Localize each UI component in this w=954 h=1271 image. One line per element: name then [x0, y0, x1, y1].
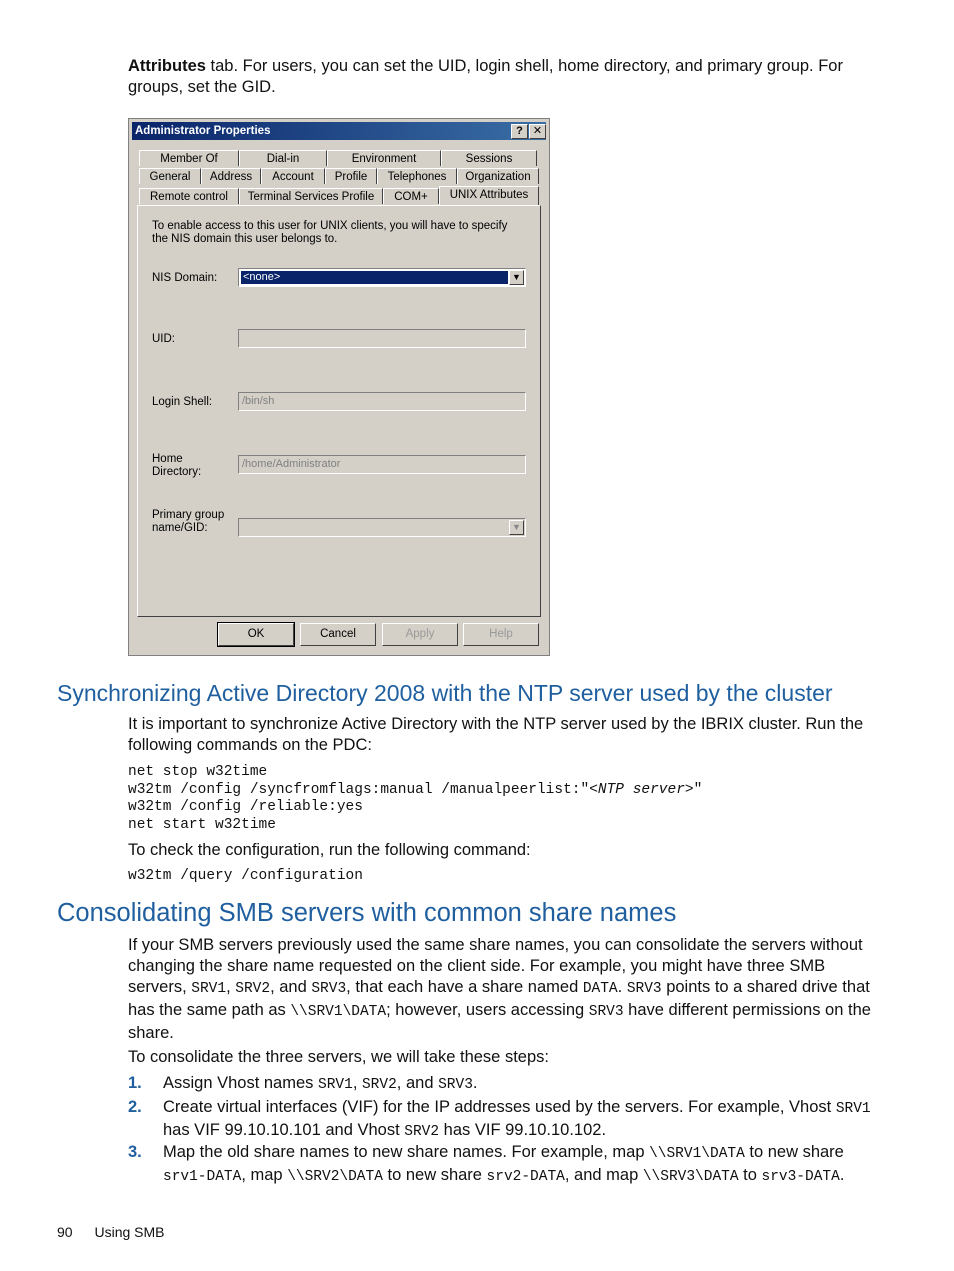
srv3-code: SRV3 [626, 981, 662, 997]
share-name-code: srv2-DATA [486, 1169, 565, 1185]
share-path-code: \\SRV3\DATA [642, 1169, 739, 1185]
unix-attributes-panel [137, 205, 541, 617]
login-shell-label: Login Shell: [152, 396, 213, 408]
srv1-code: SRV1 [835, 1101, 871, 1117]
srv2-code: SRV2 [404, 1124, 440, 1140]
tab-general[interactable]: General [139, 168, 201, 184]
smb-text: have different permissions on the share. [128, 1001, 871, 1042]
ok-button[interactable]: OK [218, 623, 294, 646]
tab-sessions[interactable]: Sessions [441, 150, 537, 166]
smb-paragraph [128, 935, 876, 1044]
step-text-part: to new share [382, 1166, 487, 1184]
section-heading-smb: Consolidating SMB servers with common share names [57, 899, 677, 927]
step-text-part: Create virtual interfaces (VIF) for the IP addresses used by the servers. For example, Vhost [163, 1098, 836, 1116]
srv1-code: SRV1 [318, 1077, 353, 1093]
apply-button[interactable]: Apply [382, 623, 458, 646]
srv3-code: SRV3 [588, 1004, 624, 1020]
ntp-server-placeholder: <NTP server> [589, 781, 694, 798]
tab-row-3 [137, 186, 541, 205]
tab-environment[interactable]: Environment [327, 150, 441, 166]
tab-profile[interactable]: Profile [325, 168, 377, 184]
data-code: DATA [582, 981, 618, 997]
tab-address[interactable]: Address [201, 168, 261, 184]
dialog-title-bar [132, 122, 546, 140]
footer-section: Using SMB [94, 1224, 165, 1240]
cancel-button[interactable]: Cancel [300, 623, 376, 646]
tab-terminal-services-profile[interactable]: Terminal Services Profile [239, 188, 383, 204]
code-line-2-end: " [693, 781, 703, 798]
uid-field[interactable] [238, 329, 526, 348]
steps-list [128, 1073, 878, 1213]
help-title-button[interactable]: ? [511, 124, 528, 139]
smb-text: , that each have a share named [346, 978, 583, 996]
chevron-down-icon[interactable]: ▼ [509, 270, 524, 285]
step-text-part: has VIF 99.10.10.101 and Vhost [163, 1121, 405, 1139]
smb-text: ; however, users accessing [386, 1001, 589, 1019]
step-text-part: , and [396, 1074, 439, 1092]
tab-com-plus[interactable]: COM+ [383, 188, 439, 204]
page-footer [57, 1224, 165, 1240]
panel-description: To enable access to this user for UNIX clients, you will have to specify the NIS domain this user belongs to. [152, 220, 508, 245]
tab-remote-control[interactable]: Remote control [139, 188, 239, 204]
share-path-code: \\SRV2\DATA [287, 1169, 383, 1185]
step-text-part: to [738, 1166, 762, 1184]
step-text-part: Map the old share names to new share names. For example, map [163, 1143, 650, 1161]
tab-unix-attributes[interactable]: UNIX Attributes [439, 186, 539, 205]
close-title-button[interactable]: ✕ [529, 124, 546, 139]
home-directory-field[interactable]: /home/Administrator [238, 455, 526, 474]
tab-row-2 [139, 168, 539, 184]
step-text [163, 1142, 875, 1188]
page-number: 90 [57, 1224, 73, 1240]
primary-group-select[interactable] [238, 518, 526, 537]
nis-domain-value: <none> [241, 271, 508, 284]
tab-dial-in[interactable]: Dial-in [239, 150, 327, 166]
share-path-code: \\SRV1\DATA [649, 1146, 745, 1162]
srv3-code: SRV3 [311, 981, 347, 997]
nis-domain-label: NIS Domain: [152, 272, 218, 284]
srv2-code: SRV2 [361, 1077, 397, 1093]
smb-text: , [226, 978, 236, 996]
query-code-block: w32tm /query /configuration [128, 868, 363, 884]
step-text-part: . [839, 1166, 845, 1184]
code-line-1: net stop w32time [128, 764, 268, 780]
step-text [163, 1097, 875, 1143]
smb-text: points to a shared drive that has the same path as [128, 978, 870, 1019]
path-code: \\SRV1\DATA [290, 1004, 387, 1020]
code-line-2: w32tm /config /syncfromflags:manual /manualpeerlist:" [128, 781, 590, 798]
code-line-4: net start w32time [128, 816, 276, 833]
help-button[interactable]: Help [463, 623, 539, 646]
chevron-down-icon[interactable]: ▼ [509, 520, 524, 535]
step-text-part: . [472, 1074, 478, 1092]
tab-account[interactable]: Account [261, 168, 325, 184]
share-name-code: srv3-DATA [761, 1169, 840, 1185]
srv3-code: SRV3 [438, 1077, 473, 1093]
srv2-code: SRV2 [235, 981, 271, 997]
attributes-term: Attributes [128, 57, 206, 75]
step-text-part: , [352, 1074, 362, 1092]
steps-intro: To consolidate the three servers, we will take these steps: [128, 1048, 549, 1066]
home-directory-label: Home Directory: [152, 453, 202, 478]
administrator-properties-dialog [128, 118, 550, 656]
smb-text: . [617, 978, 627, 996]
code-line-3: w32tm /config /reliable:yes [128, 799, 363, 815]
intro-paragraph [128, 56, 873, 98]
smb-text: , and [270, 978, 312, 996]
smb-text: If your SMB servers previously used the same share names, you can consolidate the servers without changing the share name requested on the client side. For example, you might have three SMB servers, [128, 936, 863, 996]
step-text-part: has VIF 99.10.10.102. [439, 1121, 607, 1139]
nis-domain-select[interactable] [238, 268, 526, 287]
step-text [163, 1073, 875, 1096]
login-shell-field[interactable]: /bin/sh [238, 392, 526, 411]
tab-member-of[interactable]: Member Of [139, 150, 239, 166]
step-number: 1. [128, 1074, 142, 1092]
primary-group-label: Primary group name/GID: [152, 509, 225, 534]
share-name-code: srv1-DATA [163, 1169, 242, 1185]
step-text-part: , and map [564, 1166, 643, 1184]
tab-telephones[interactable]: Telephones [377, 168, 457, 184]
step-text-part: Assign Vhost names [163, 1074, 318, 1092]
step-text-part: , map [241, 1166, 288, 1184]
tab-organization[interactable]: Organization [457, 168, 539, 184]
ntp-code-block [128, 764, 702, 834]
step-number: 3. [128, 1143, 142, 1161]
section-heading-ntp: Synchronizing Active Directory 2008 with the NTP server used by the cluster [57, 680, 833, 706]
ntp-paragraph: It is important to synchronize Active Directory with the NTP server used by the IBRIX cluster. Run the following commands on the PDC: [128, 715, 864, 754]
dialog-title: Administrator Properties [135, 125, 271, 137]
uid-label: UID: [152, 333, 175, 345]
step-text-part: to new share [744, 1143, 844, 1161]
step-number: 2. [128, 1098, 142, 1116]
intro-text: tab. For users, you can set the UID, login shell, home directory, and primary group. For groups, set the GID. [128, 57, 843, 96]
check-config-paragraph: To check the configuration, run the following command: [128, 841, 531, 859]
tab-row-1 [139, 150, 539, 166]
srv1-code: SRV1 [191, 981, 227, 997]
